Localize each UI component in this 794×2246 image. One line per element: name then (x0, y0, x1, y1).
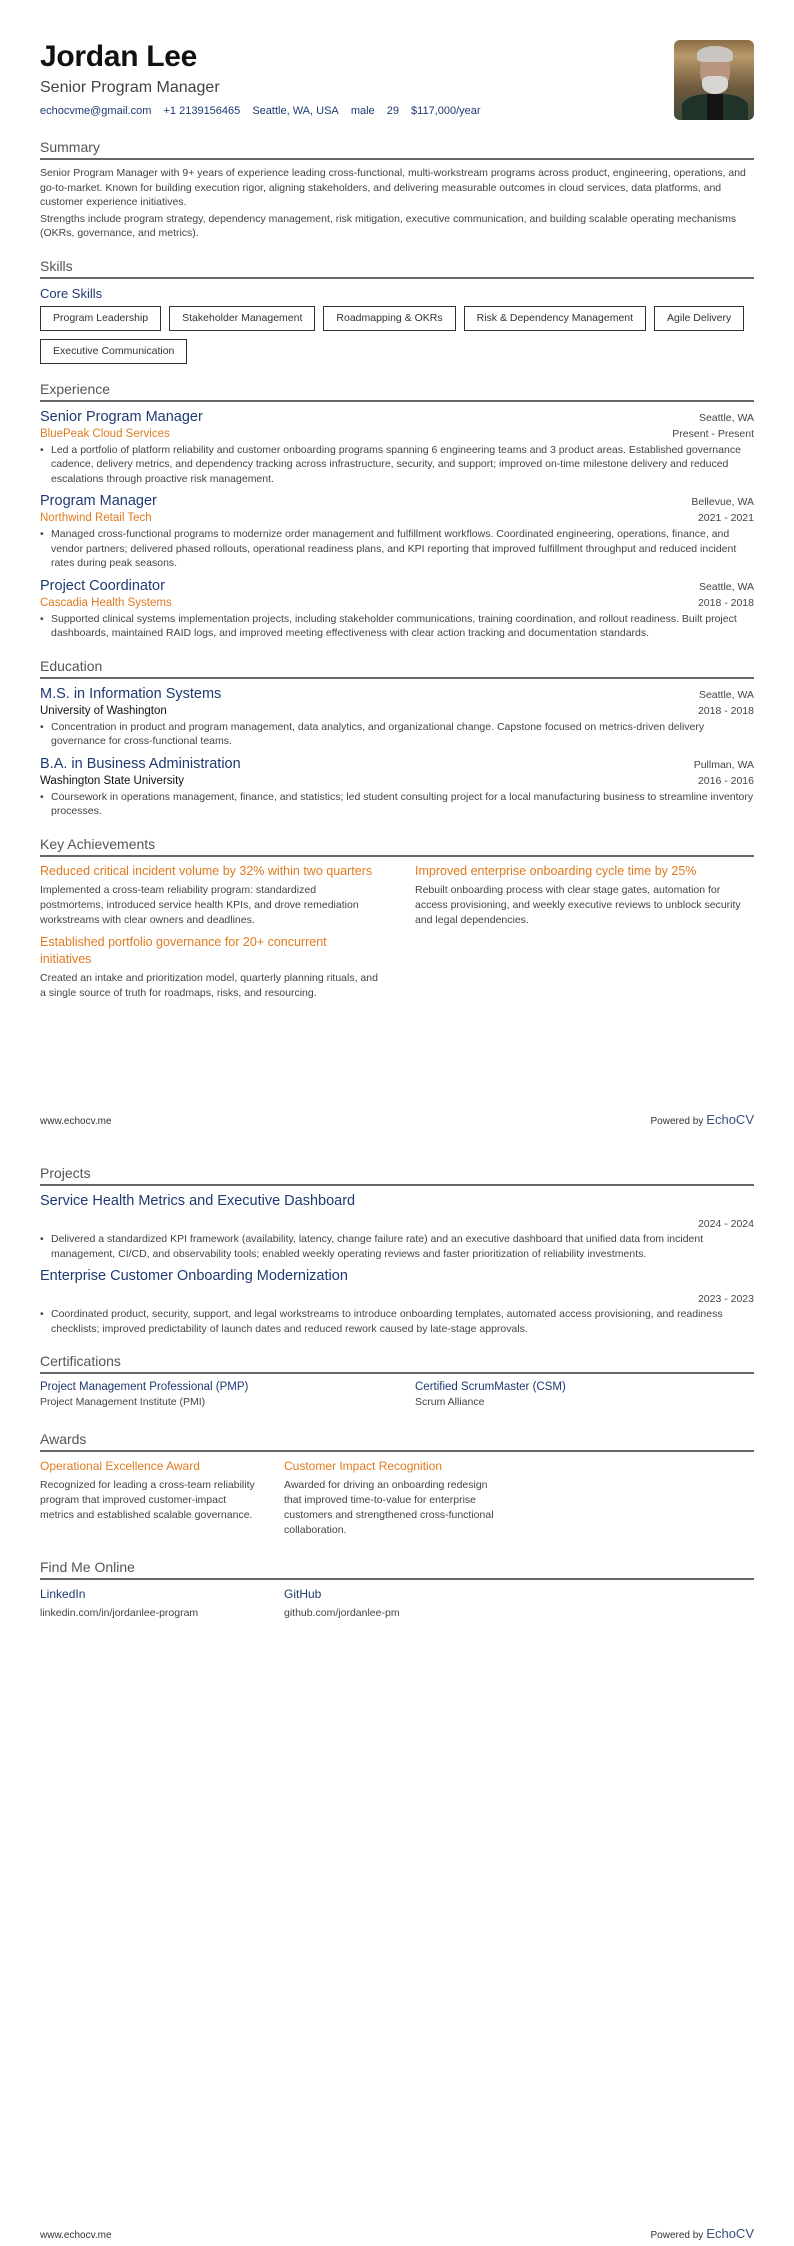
education-entry (40, 685, 754, 749)
job-location: Seattle, WA (698, 411, 754, 424)
section-title: Certifications (40, 1352, 754, 1374)
skill-chip: Executive Communication (40, 339, 187, 364)
job-bullet: • Managed cross-functional programs to modernize order management and fulfillment workflows. Coordinated engineering, operations, finance, and vendor partners; delivered phased rollouts, operational readiness plans, and KPI reporting that improved fulfillment throughput and reduced incident rates during peak seasons. (40, 527, 754, 571)
profile-photo (674, 40, 754, 120)
section-title: Summary (40, 138, 754, 160)
page-footer (40, 2226, 754, 2241)
job-role: Senior Program Manager (40, 408, 203, 425)
school-location: Pullman, WA (693, 758, 754, 771)
summary-paragraph: Senior Program Manager with 9+ years of experience leading cross-functional, multi-workstream programs across product, engineering, operations, and go-to-market. Known for building execution rigor, aligning stakeholders, and delivering measurable outcomes in cloud services, data platforms, and customer experience initiatives. (40, 167, 746, 208)
project-name: Enterprise Customer Onboarding Modernization (40, 1268, 348, 1284)
achievements-col-left (40, 863, 379, 1007)
summary-section (40, 138, 754, 241)
achievements-section (40, 835, 754, 1007)
certification-org: Project Management Institute (PMI) (40, 1396, 206, 1408)
contact-location: Seattle, WA, USA (252, 105, 339, 117)
photo-shirt (707, 94, 723, 120)
certification-name: Project Management Professional (PMP) (40, 1381, 249, 1393)
school-location: Seattle, WA (698, 688, 754, 701)
section-title: Skills (40, 257, 754, 279)
project-name: Service Health Metrics and Executive Dashboard (40, 1193, 356, 1209)
job-bullet: • Led a portfolio of platform reliability and customer onboarding programs spanning 6 engineering teams and 3 product areas. Established governance cadence, delivery metrics, and dependency tracking across infrastructure, security, and support; improved on-time milestone delivery and reduced escalations through proactive risk management. (40, 443, 754, 487)
powered-by (650, 1112, 754, 1127)
project-bullet: • Coordinated product, security, support, and legal workstreams to introduce onboarding templates, automated access provisioning, and readiness checklists; improved predictability of launch dates and reduced rework caused by late-stage approvals. (40, 1307, 754, 1336)
school-name: University of Washington (40, 704, 167, 717)
linkedin-label: LinkedIn (40, 1587, 86, 1601)
project-entry (40, 1192, 754, 1261)
summary-paragraph: Strengths include program strategy, dependency management, risk mitigation, executive communication, and building scalable operating mechanisms (OKRs, governance, and metrics). (40, 212, 737, 239)
achievement-desc: Created an intake and prioritization model, quarterly planning rituals, and a single source of truth for roadmaps, risks, and resourcing. (40, 971, 378, 999)
section-title: Awards (40, 1430, 754, 1452)
skills-group-title: Core Skills (40, 285, 103, 301)
skill-chip: Program Leadership (40, 306, 161, 331)
job-dates: 2018 - 2018 (697, 596, 754, 609)
achievement-title: Improved enterprise onboarding cycle time by 25% (415, 863, 697, 878)
education-bullet: • Concentration in product and program management, data analytics, and organizational change. Capstone focused on metrics-driven delivery governance for cross-functional teams. (40, 720, 754, 749)
education-dates: 2018 - 2018 (697, 704, 754, 717)
achievement-item (40, 934, 379, 1001)
award-desc: Awarded for driving an onboarding redesign that improved time-to-value for enterprise customers and strengthened cross-functional collaboration. (284, 1479, 494, 1536)
powered-by (650, 2226, 754, 2241)
job-role: Project Coordinator (40, 577, 165, 594)
page-footer (40, 1112, 754, 1127)
degree-name: M.S. in Information Systems (40, 685, 222, 702)
company-name: Northwind Retail Tech (40, 512, 152, 524)
award-desc: Recognized for leading a cross-team reliability program that improved customer-impact metrics and established scalable governance. (40, 1479, 255, 1521)
job-bullet: • Supported clinical systems implementation projects, including stakeholder communications, training coordination, and rollout readiness. Built project dashboards, maintained RAID logs, and improved meeting effectiveness with clear action tracking and documentation standards. (40, 612, 754, 641)
company-name: Cascadia Health Systems (40, 596, 172, 609)
experience-entry (40, 408, 754, 487)
job-role: Program Manager (40, 493, 157, 509)
education-section (40, 657, 754, 819)
achievement-title: Established portfolio governance for 20+ concurrent initiatives (40, 934, 327, 966)
experience-section (40, 380, 754, 641)
certification-org: Scrum Alliance (415, 1396, 485, 1408)
education-entry (40, 755, 754, 819)
section-title: Key Achievements (40, 835, 754, 857)
skill-chip: Roadmapping & OKRs (323, 306, 455, 331)
contact-gender: male (350, 105, 375, 117)
photo-hair (697, 46, 733, 62)
achievement-title: Reduced critical incident volume by 32% within two quarters (40, 863, 373, 878)
contact-salary: $117,000/year (411, 105, 481, 117)
award-title: Operational Excellence Award (40, 1459, 200, 1473)
achievement-desc: Rebuilt onboarding process with clear stage gates, automation for access provisioning, and weekly executive reviews to unblock security and legal dependencies. (415, 883, 741, 926)
job-location: Bellevue, WA (691, 496, 754, 508)
achievements-col-right (415, 863, 754, 1007)
brand-logo[interactable]: EchoCV (706, 1112, 754, 1127)
online-section (40, 1558, 754, 1621)
achievement-desc: Implemented a cross-team reliability program: standardized postmortems, introduced service health KPIs, and drove remediation workstreams with clear owners and deadlines. (40, 883, 359, 926)
candidate-title: Senior Program Manager (40, 79, 220, 96)
school-name: Washington State University (40, 774, 185, 787)
education-dates: 2016 - 2016 (697, 774, 754, 787)
award-item (284, 1458, 504, 1538)
achievement-item (415, 863, 754, 928)
online-link-item (284, 1586, 504, 1621)
section-title: Education (40, 657, 754, 679)
project-dates: 2023 - 2023 (697, 1293, 754, 1305)
brand-logo[interactable]: EchoCV (706, 2226, 754, 2241)
github-label: GitHub (284, 1587, 322, 1601)
linkedin-url[interactable]: linkedin.com/in/jordanlee-program (40, 1607, 199, 1619)
footer-site-link[interactable]: www.echocv.me (40, 2230, 112, 2241)
contact-email[interactable]: echocvme@gmail.com (40, 105, 152, 117)
contact-phone[interactable]: +1 2139156465 (163, 105, 241, 117)
job-location: Seattle, WA (698, 580, 754, 593)
resume-page-2 (0, 1140, 794, 2246)
project-dates: 2024 - 2024 (697, 1218, 754, 1230)
certification-item (415, 1380, 754, 1410)
powered-by-label: Powered by (650, 2230, 704, 2241)
skills-section (40, 257, 754, 364)
online-link-item (40, 1586, 260, 1621)
skill-chips (40, 306, 754, 364)
photo-beard (702, 76, 728, 94)
awards-section (40, 1430, 754, 1538)
certification-name: Certified ScrumMaster (CSM) (415, 1381, 566, 1393)
section-title: Experience (40, 380, 754, 402)
award-item (40, 1458, 260, 1538)
skill-chip: Risk & Dependency Management (464, 306, 646, 331)
contact-line (40, 104, 754, 118)
experience-entry (40, 492, 754, 571)
projects-section (40, 1164, 754, 1336)
degree-name: B.A. in Business Administration (40, 755, 241, 772)
section-title: Projects (40, 1164, 754, 1186)
education-bullet: • Coursework in operations management, finance, and statistics; led student consulting project for a local manufacturing business to streamline inventory processes. (40, 790, 754, 819)
skill-chip: Agile Delivery (654, 306, 744, 331)
skill-chip: Stakeholder Management (169, 306, 315, 331)
certifications-section (40, 1352, 754, 1410)
achievement-item (40, 863, 379, 928)
experience-entry (40, 577, 754, 641)
contact-age: 29 (386, 105, 399, 117)
footer-site-link[interactable]: www.echocv.me (40, 1116, 112, 1127)
candidate-name: Jordan Lee (40, 40, 198, 73)
resume-header (40, 0, 754, 122)
section-title: Find Me Online (40, 1558, 754, 1580)
project-bullet: • Delivered a standardized KPI framework (availability, latency, change failure rate) and an executive dashboard that unified data from incident management, CI/CD, and observability tools; enabled weekly operating reviews and faster prioritization of reliability investments. (40, 1232, 754, 1261)
certification-item (40, 1380, 379, 1410)
job-dates: Present - Present (672, 427, 754, 440)
powered-by-label: Powered by (650, 1116, 704, 1127)
award-title: Customer Impact Recognition (284, 1459, 443, 1473)
project-entry (40, 1267, 754, 1336)
github-url[interactable]: github.com/jordanlee-pm (284, 1607, 400, 1619)
company-name: BluePeak Cloud Services (40, 427, 170, 440)
job-dates: 2021 - 2021 (697, 512, 754, 524)
